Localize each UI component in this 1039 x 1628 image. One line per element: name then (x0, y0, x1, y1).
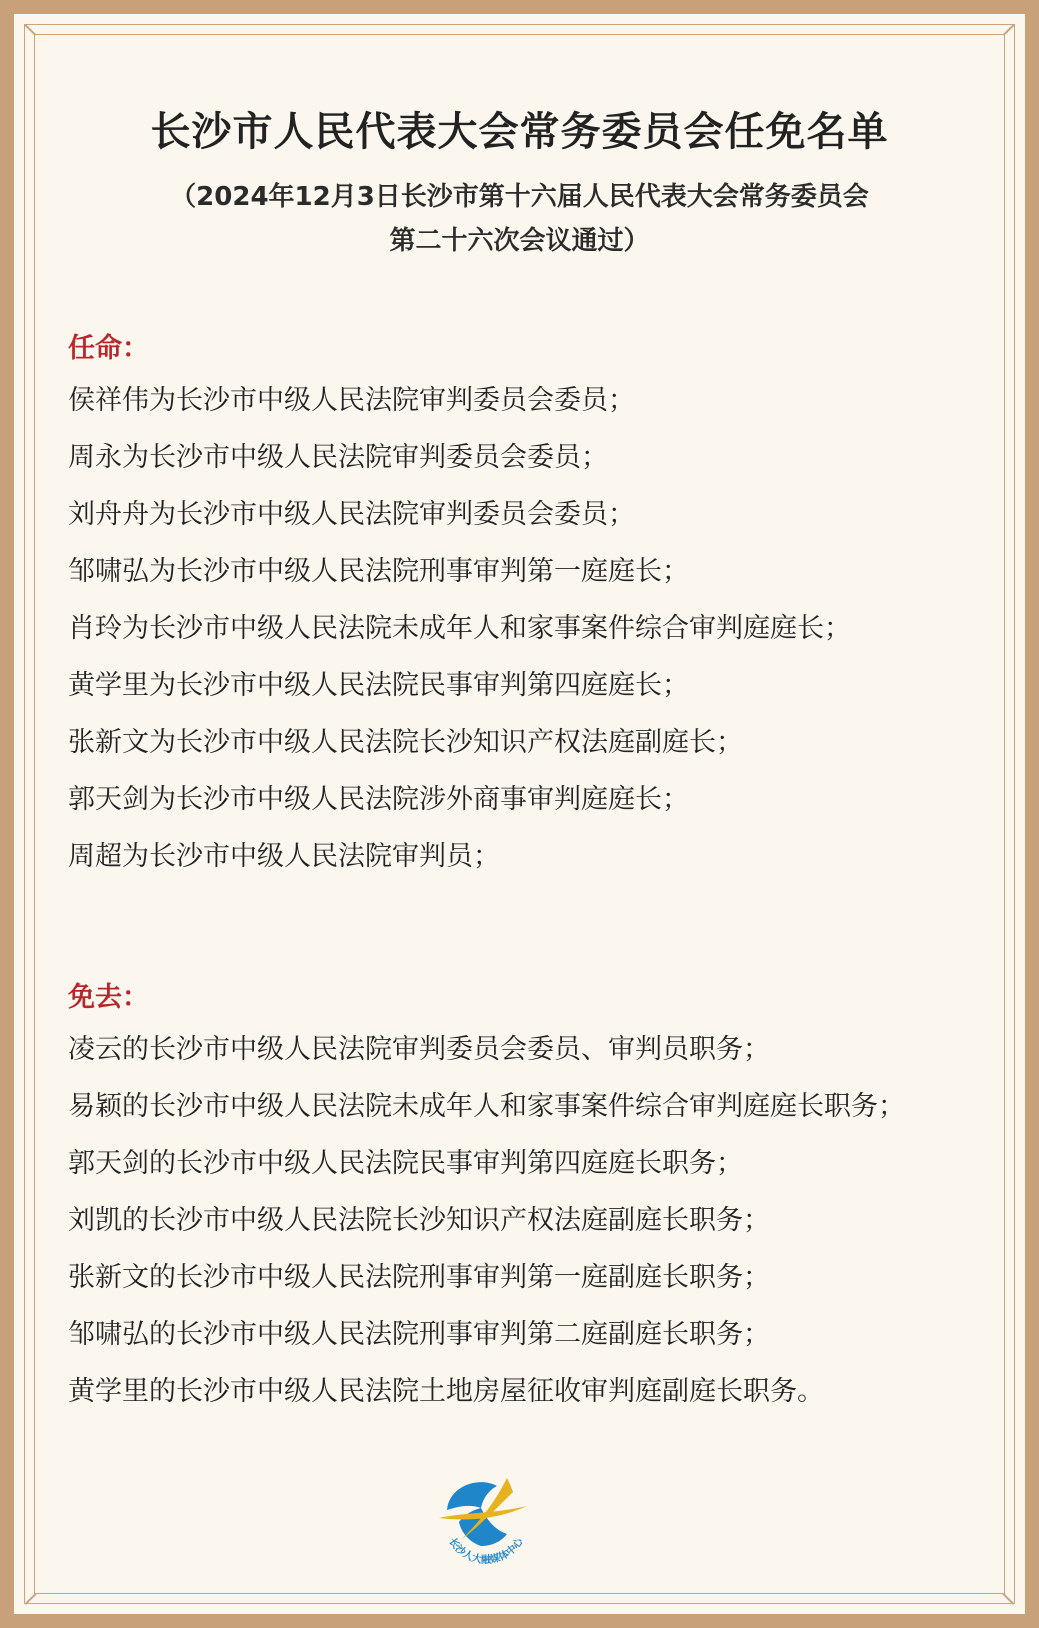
meeting-info-line2: 第二十六次会议通过） (389, 226, 650, 256)
list-item: 张新文的长沙市中级人民法院刑事审判第一庭副庭长职务； (68, 1262, 770, 1293)
page-title: 长沙市人民代表大会常务委员会任免名单 (150, 109, 889, 155)
dismiss-heading: 免去： (68, 982, 149, 1013)
list-item: 侯祥伟为长沙市中级人民法院审判委员会委员； (68, 385, 635, 416)
list-item: 周永为长沙市中级人民法院审判委员会委员； (68, 442, 608, 473)
list-item: 郭天剑的长沙市中级人民法院民事审判第四庭庭长职务； (68, 1148, 743, 1179)
logo-text: 长沙人大融媒体中心 (446, 1536, 526, 1566)
list-item: 邹啸弘的长沙市中级人民法院刑事审判第二庭副庭长职务； (68, 1319, 770, 1350)
list-item: 张新文为长沙市中级人民法院长沙知识产权法庭副庭长； (68, 727, 743, 758)
dismiss-list (68, 1021, 905, 1420)
appoint-heading: 任命： (68, 333, 149, 364)
logo-icon (431, 1468, 541, 1578)
list-item: 凌云的长沙市中级人民法院审判委员会委员、审判员职务； (68, 1034, 770, 1065)
media-center-logo (431, 1468, 541, 1578)
list-item: 黄学里的长沙市中级人民法院土地房屋征收审判庭副庭长职务。 (68, 1376, 824, 1407)
appoint-list (68, 372, 851, 885)
list-item: 黄学里为长沙市中级人民法院民事审判第四庭庭长； (68, 670, 689, 701)
meeting-info-line1: （2024年12月3日长沙市第十六届人民代表大会常务委员会 (170, 182, 869, 212)
list-item: 郭天剑为长沙市中级人民法院涉外商事审判庭庭长； (68, 784, 689, 815)
list-item: 易颖的长沙市中级人民法院未成年人和家事案件综合审判庭庭长职务； (68, 1091, 905, 1122)
list-item: 邹啸弘为长沙市中级人民法院刑事审判第一庭庭长； (68, 556, 689, 587)
list-item: 周超为长沙市中级人民法院审判员； (68, 841, 500, 872)
list-item: 刘舟舟为长沙市中级人民法院审判委员会委员； (68, 499, 635, 530)
list-item: 肖玲为长沙市中级人民法院未成年人和家事案件综合审判庭庭长； (68, 613, 851, 644)
list-item: 刘凯的长沙市中级人民法院长沙知识产权法庭副庭长职务； (68, 1205, 770, 1236)
